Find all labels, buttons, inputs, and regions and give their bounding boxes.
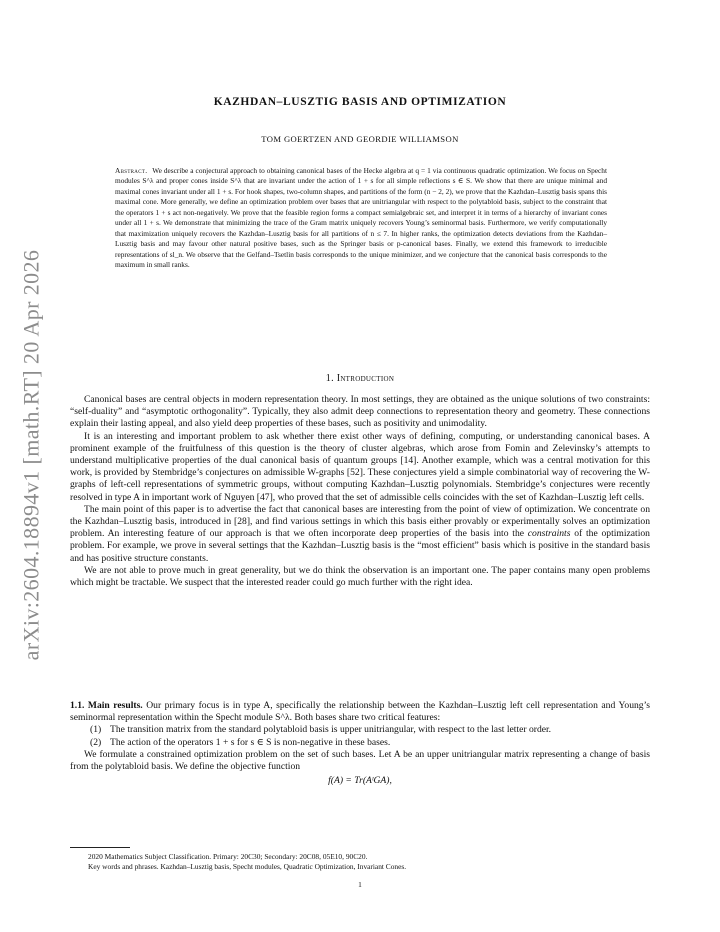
abstract-label: Abstract. [115, 166, 148, 175]
list-item [70, 724, 650, 736]
optimization-paragraph: We formulate a constrained optimization problem on the set of such bases. Let A be an upper unitriangular matrix representing a change of basis from the polytabloid basis. We define the objective function [70, 748, 650, 773]
list-item-number: (2) [90, 736, 102, 748]
footnote-msc: 2020 Mathematics Subject Classification. Primary: 20C30; Secondary: 20C08, 05E10, 90C20. [88, 852, 368, 861]
footnote-rule [70, 847, 130, 848]
intro-paragraph-3 [70, 504, 650, 565]
subsection-heading-main-results: 1.1. Main results. [70, 700, 143, 711]
abstract-text: We describe a conjectural approach to obtaining canonical bases of the Hecke algebra at q = 1 via continuous quadratic optimization. We focus on Specht modules S^λ and proper cones inside S^λ that are invariant under the action of 1 + s for all simple reflections s ∈ S. We show that there are unique minimal and maximal cones invariant under all 1 + s. For hook shapes, two-column shapes, and partitions of the form (n − 2, 2), we prove that the Kazhdan–Lusztig basis spans this maximal cone. More generally, we define an optimization problem over bases that are unitriangular with respect to the polytabloid basis, subject to the constraint that the operators 1 + s act non-negatively. We prove that the feasible region forms a compact semialgebraic set, and interpret it in terms of a hierarchy of invariant cones under all 1 + s. We demonstrate that minimizing the trace of the Gram matrix uniquely recovers Young’s seminormal basis. Furthermore, we verify computationally that maximization uniquely recovers the Kazhdan–Lusztig basis for all partitions of n ≤ 7. In higher ranks, the optimization detects deviations from the Kazhdan–Lusztig basis and may favour other natural positive bases, such as the Springer basis or p-canonical bases. Finally, we extend this framework to irreducible representations of sl_n. We observe that the Gelfand–Tsetlin basis corresponds to the unique minimizer, and we conjecture that the canonical basis corresponds to the maximum in small ranks. [115, 166, 607, 270]
arxiv-identifier: arXiv:2604.18894v1 [math.RT] 20 Apr 2026 [18, 249, 44, 661]
feature-list [70, 724, 650, 748]
intro-paragraph-2: It is an interesting and important problem to ask whether there exist other ways of defining, computing, or understanding canonical bases. A prominent example of the fruitfulness of this question is the theory of cluster algebras, which arose from Fomin and Zelevinsky’s attempts to understand multiplicative properties of the dual canonical basis of quantum groups [14]. Another example, which was a central motivation for this work, is provided by Stembridge’s conjectures on admissible W-graphs [52]. These conjectures yield a simple combinatorial way of recovering the W-graphs of left-cell representations of symmetric groups, without computing Kazhdan–Lusztig polynomials. Stembridge’s conjectures were recently resolved in type A in important work of Nguyen [47], who proved that the set of admissible cells coincides with the set of Kazhdan–Lusztig left cells. [70, 430, 650, 503]
emphasis-constraints: constraints [527, 528, 571, 540]
list-item-text: The transition matrix from the standard polytabloid basis is upper unitriangular, with respect to the last letter order. [110, 724, 552, 736]
footnotes [88, 852, 648, 873]
list-item [70, 737, 650, 749]
intro-paragraph-4: We are not able to prove much in great generality, but we do think the observation is an important one. The paper contains many open problems which might be tractable. We suspect that the interested reader could go much further with the right idea. [70, 564, 650, 589]
list-item-number: (1) [90, 724, 102, 736]
page-number: 1 [358, 880, 362, 889]
objective-function-formula: f(A) = Tr(AᵗGA), [328, 775, 392, 787]
intro-paragraph-3-start: The main point of this paper is to advertise the fact that canonical bases are interesting from the point of view of optimization. We concentrate on the Kazhdan–Lusztig basis, introduced in [28], and find various settings in which this basis either provably or experimentally solves an optimization problem. An interesting feature of our approach is that we often incorporate deep properties of the basis into the [70, 503, 650, 540]
introduction-body [70, 394, 650, 589]
section-heading-introduction: 1. Introduction [325, 373, 395, 384]
paper-authors: TOM GOERTZEN AND GEORDIE WILLIAMSON [261, 134, 459, 144]
arxiv-identifier-stamp [8, 245, 54, 665]
intro-paragraph-1: Canonical bases are central objects in modern representation theory. In most settings, they are obtained as the unique solutions of two constraints: “self-duality” and “asymptotic orthogonality”. Typically, they also admit deep connections to representation theory and geometry. These connections explain their lasting appeal, and also yield deep properties of these bases, such as positivity and unimodality. [70, 394, 650, 430]
intro-paragraph-3-end: of the optimization problem. For example, we prove in several settings that the Kazhdan–Lusztig basis is the “most efficient” basis which is positive in the standard basis and has positive structure constants. [70, 528, 650, 564]
abstract [115, 166, 607, 271]
main-results-intro [70, 700, 650, 724]
list-item-text: The action of the operators 1 + s for s ∈ S is non-negative in these bases. [110, 736, 391, 748]
paper-title: KAZHDAN–LUSZTIG BASIS AND OPTIMIZATION [213, 96, 507, 108]
main-results-body [70, 700, 650, 787]
footnote-keywords: Key words and phrases. Kazhdan–Lusztig basis, Specht modules, Quadratic Optimization, Invariant Cones. [88, 862, 407, 872]
main-results-intro-text: Our primary focus is in type A, specifically the relationship between the Kazhdan–Lusztig left cell representation and Young’s seminormal representation within the Specht module S^λ. Both bases share two critical features: [70, 700, 650, 724]
